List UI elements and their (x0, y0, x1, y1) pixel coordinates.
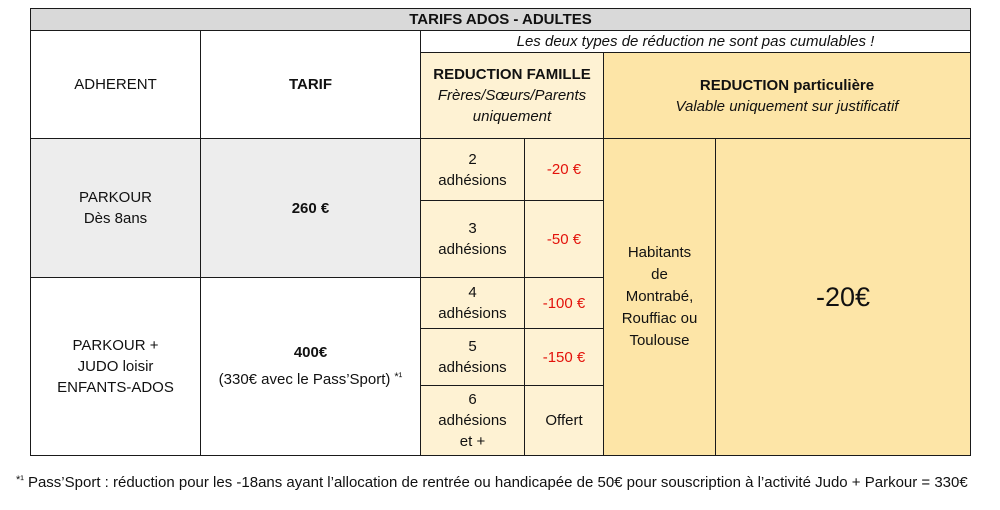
cumul-note-text: Les deux types de réduction ne sont pas cumulables ! (516, 32, 875, 50)
offer-price: 400€ (293, 344, 328, 361)
family-discount-title: REDUCTION FAMILLE (433, 66, 591, 83)
offer-price: 260 € (291, 199, 330, 217)
family-tier-count: 2 (468, 150, 477, 168)
special-discount-amount: -20€ (815, 282, 871, 312)
special-discount-amount-cell (716, 139, 971, 456)
special-eligibility-line: Habitants (627, 244, 692, 261)
family-tier-count: 3 (468, 220, 477, 237)
footnote-marker: *¹ (16, 474, 24, 486)
family-discount-value: Offert (545, 412, 583, 429)
footnote-text: Pass’Sport : réduction pour les -18ans ayant l’allocation de rentrée ou handicapée de 50€ pour souscription à l’activité Judo + Parkour = 330€ (27, 474, 968, 491)
adherent-header-label: ADHERENT (74, 76, 157, 93)
offer-price-note: (330€ avec le Pass’Sport) (218, 371, 391, 388)
offer-name-line: ENFANTS-ADOS (57, 379, 174, 396)
family-discount-value: -100 € (542, 294, 586, 312)
family-tier-count: 5 (468, 338, 477, 355)
family-discount-subtitle: Frères/Sœurs/Parents uniquement (437, 87, 587, 125)
offer-parkour-price-cell (201, 139, 421, 278)
offer-parkour-judo-name-cell (31, 278, 201, 456)
footnote (16, 469, 968, 494)
tarif-header-label: TARIF (288, 76, 333, 93)
family-tier-unit: adhésions (438, 412, 507, 429)
table-title (31, 9, 971, 31)
special-eligibility-line: de (651, 266, 668, 283)
offer-name-line: PARKOUR (78, 189, 153, 206)
special-eligibility-line: Montrabé, (625, 288, 694, 305)
family-tier-unit: adhésions (438, 171, 507, 189)
family-discount-value-cell (525, 139, 604, 201)
family-tier-unit: adhésions (438, 241, 507, 258)
special-eligibility-line: Rouffiac ou (621, 310, 698, 327)
offer-name-line: PARKOUR + (72, 337, 159, 354)
special-discount-header (604, 53, 971, 139)
family-tier-count: 4 (468, 284, 477, 301)
family-discount-value-cell (525, 201, 604, 278)
offer-name-line: Dès 8ans (83, 210, 148, 227)
family-tier-count: 6 (468, 391, 477, 408)
special-eligibility-line: Toulouse (629, 332, 690, 349)
offer-name-line: JUDO loisir (77, 358, 154, 375)
family-tier-unit: adhésions (438, 305, 507, 322)
offer-price-note-line (219, 365, 403, 392)
family-discount-value: -20 € (546, 161, 582, 178)
cumul-note (421, 31, 971, 53)
special-discount-title: REDUCTION particulière (699, 76, 875, 94)
family-tier-unit: adhésions (438, 359, 507, 376)
offer-parkour-name-cell (31, 139, 201, 278)
family-discount-value-cell (525, 386, 604, 456)
family-tier-cell (421, 278, 525, 329)
family-tier-extra: et + (459, 433, 486, 450)
offer-parkour-judo-price-cell (201, 278, 421, 456)
family-discount-header (421, 53, 604, 139)
family-tier-cell (421, 386, 525, 456)
family-tier-cell (421, 139, 525, 201)
special-eligibility-cell (604, 139, 716, 456)
family-tier-cell (421, 329, 525, 386)
family-discount-value-cell (525, 329, 604, 386)
table-title-text: TARIFS ADOS - ADULTES (409, 10, 592, 28)
family-discount-value: -150 € (542, 348, 586, 366)
family-tier-cell (421, 201, 525, 278)
footnote-reference-marker: *¹ (394, 371, 403, 383)
tarif-column-header (201, 31, 421, 139)
family-discount-value: -50 € (546, 230, 582, 248)
tariff-table (30, 8, 971, 456)
adherent-column-header (31, 31, 201, 139)
family-discount-value-cell (525, 278, 604, 329)
special-discount-subtitle: Valable uniquement sur justificatif (675, 97, 899, 115)
